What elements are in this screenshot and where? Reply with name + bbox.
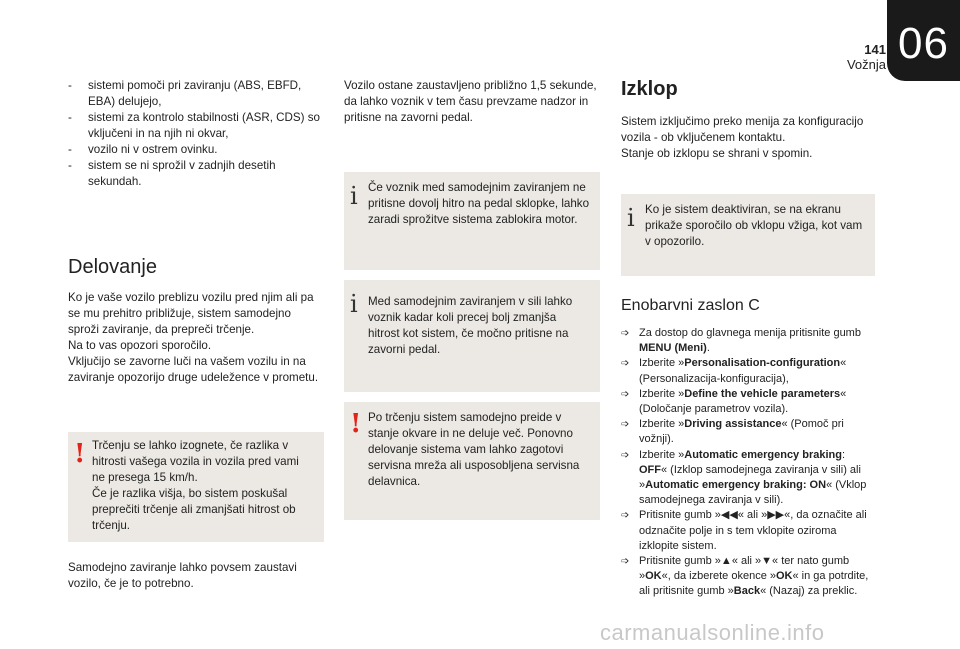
- warning-note: [68, 432, 324, 542]
- paragraph: Sistem izključimo preko menija za konfiguracijo vozila - ob vključenem kontaktu.: [621, 115, 864, 144]
- info-icon: i: [350, 182, 358, 210]
- section-title: Vožnja: [846, 57, 886, 72]
- column-middle: [344, 78, 600, 520]
- paragraph: Če je razlika višja, bo sistem poskušal preprečiti trčenje ali zmanjšati hitrost ob trčenju.: [92, 487, 296, 532]
- arrow-bullet-icon: ➩: [621, 556, 630, 568]
- screen-heading: Enobarvni zaslon C: [621, 297, 760, 314]
- paragraph: Vključijo se zavorne luči na vašem vozilu in na zaviranje opozorijo druge udeležence v prometu.: [68, 355, 319, 384]
- paragraph: Stanje ob izklopu se shrani v spomin.: [621, 147, 813, 160]
- arrow-bullet-icon: ➩: [621, 449, 630, 461]
- list-item: ➩ Izberite »Automatic emergency braking: OFF« (Izklop samodejnega zaviranja v sili) ali »Automatic emergency braking: ON« (Vklop samodejnega zaviranja v sili).: [621, 448, 867, 507]
- exclamation-icon: !: [74, 439, 86, 469]
- arrow-bullet-icon: ➩: [621, 328, 630, 339]
- list-item: ➩ Pritisnite gumb »▲« ali »▼« ter nato gumb »OK«, da izberete okence »OK« in ga potrdite, ali pritisnite gumb »Back« (Nazaj) za preklic.: [621, 555, 869, 598]
- list-item: - sistem se ni sprožil v zadnjih desetih sekundah.: [68, 158, 324, 190]
- list-item: - vozilo ni v ostrem ovinku.: [68, 142, 324, 158]
- watermark: carmanualsonline.info: [600, 620, 825, 645]
- page-header: [847, 42, 886, 72]
- intro-paragraph: Vozilo ostane zaustavljeno približno 1,5 sekunde, da lahko voznik v tem času prevzame nadzor in pritisne na zavorni pedal.: [344, 79, 597, 124]
- info-note-2: [344, 280, 600, 392]
- note-text: Med samodejnim zaviranjem v sili lahko voznik kadar koli precej bolj zmanjša hitrost kot sistem, če močno pritisne na zavorni pedal.: [368, 295, 573, 356]
- closing-paragraph: Samodejno zaviranje lahko povsem zaustavi vozilo, če je to potrebno.: [68, 561, 297, 590]
- note-text: Če voznik med samodejnim zaviranjem ne pritisne dovolj hitro na pedal sklopke, lahko zaradi sprožitve sistema zablokira motor.: [368, 181, 590, 226]
- page-number: 141: [864, 42, 886, 57]
- paragraph: Na to vas opozori sporočilo.: [68, 339, 212, 352]
- warning-note-2: [344, 402, 600, 520]
- arrow-bullet-icon: ➩: [621, 358, 630, 370]
- delovanje-heading: Delovanje: [68, 256, 157, 278]
- info-note-3: [621, 194, 875, 276]
- list-item: ➩ Izberite »Define the vehicle parameters« (Določanje parametrov vozila).: [621, 387, 847, 416]
- column-left: [68, 78, 324, 592]
- exclamation-icon: !: [350, 409, 362, 439]
- note-text: Ko je sistem deaktiviran, se na ekranu prikaže sporočilo ob vklopu vžiga, kot vam v opozorilo.: [645, 203, 863, 248]
- paragraph: Trčenju se lahko izognete, če razlika v hitrosti vašega vozila in vozila pred vami ne presega 15 km/h.: [92, 439, 299, 484]
- arrow-bullet-icon: ➩: [621, 510, 630, 522]
- chapter-tab: 06: [887, 0, 960, 81]
- delovanje-body: [68, 290, 324, 386]
- list-item: - sistemi pomoči pri zaviranju (ABS, EBFD, EBA) delujejo,: [68, 78, 324, 110]
- list-item: ➩ Pritisnite gumb »◀◀« ali »▶▶«, da označite ali odznačite polje in s tem vklopite oziroma izklopite sistem.: [621, 509, 867, 552]
- info-icon: i: [627, 204, 635, 232]
- paragraph: Ko je vaše vozilo preblizu vozilu pred njim ali pa se mu prehitro približuje, sistem samodejno sproži zaviranje, da prepreči trčenje.: [68, 291, 314, 336]
- arrow-bullet-icon: ➩: [621, 388, 630, 400]
- note-text: Po trčenju sistem samodejno preide v stanje okvare in ne deluje več. Ponovno delovanje sistema vam lahko zagotovi servisna mreža ali usposobljena servisna delavnica.: [368, 411, 580, 488]
- izklop-body: [621, 114, 875, 162]
- izklop-heading: Izklop: [621, 78, 678, 100]
- info-icon: i: [350, 290, 358, 318]
- list-item: ➩ Za dostop do glavnega menija pritisnite gumb MENU (Meni).: [621, 327, 861, 355]
- column-right: [621, 78, 875, 600]
- conditions-list: [68, 78, 324, 190]
- list-item: - sistemi za kontrolo stabilnosti (ASR, CDS) so vključeni in na njih ni okvar,: [68, 110, 324, 142]
- steps-list: [621, 326, 875, 600]
- list-item: ➩ Izberite »Personalisation-configuration« (Personalizacija-konfiguracija),: [621, 357, 847, 385]
- arrow-bullet-icon: ➩: [621, 419, 630, 431]
- info-note-1: [344, 172, 600, 270]
- list-item: ➩ Izberite »Driving assistance« (Pomoč pri vožnji).: [621, 418, 844, 446]
